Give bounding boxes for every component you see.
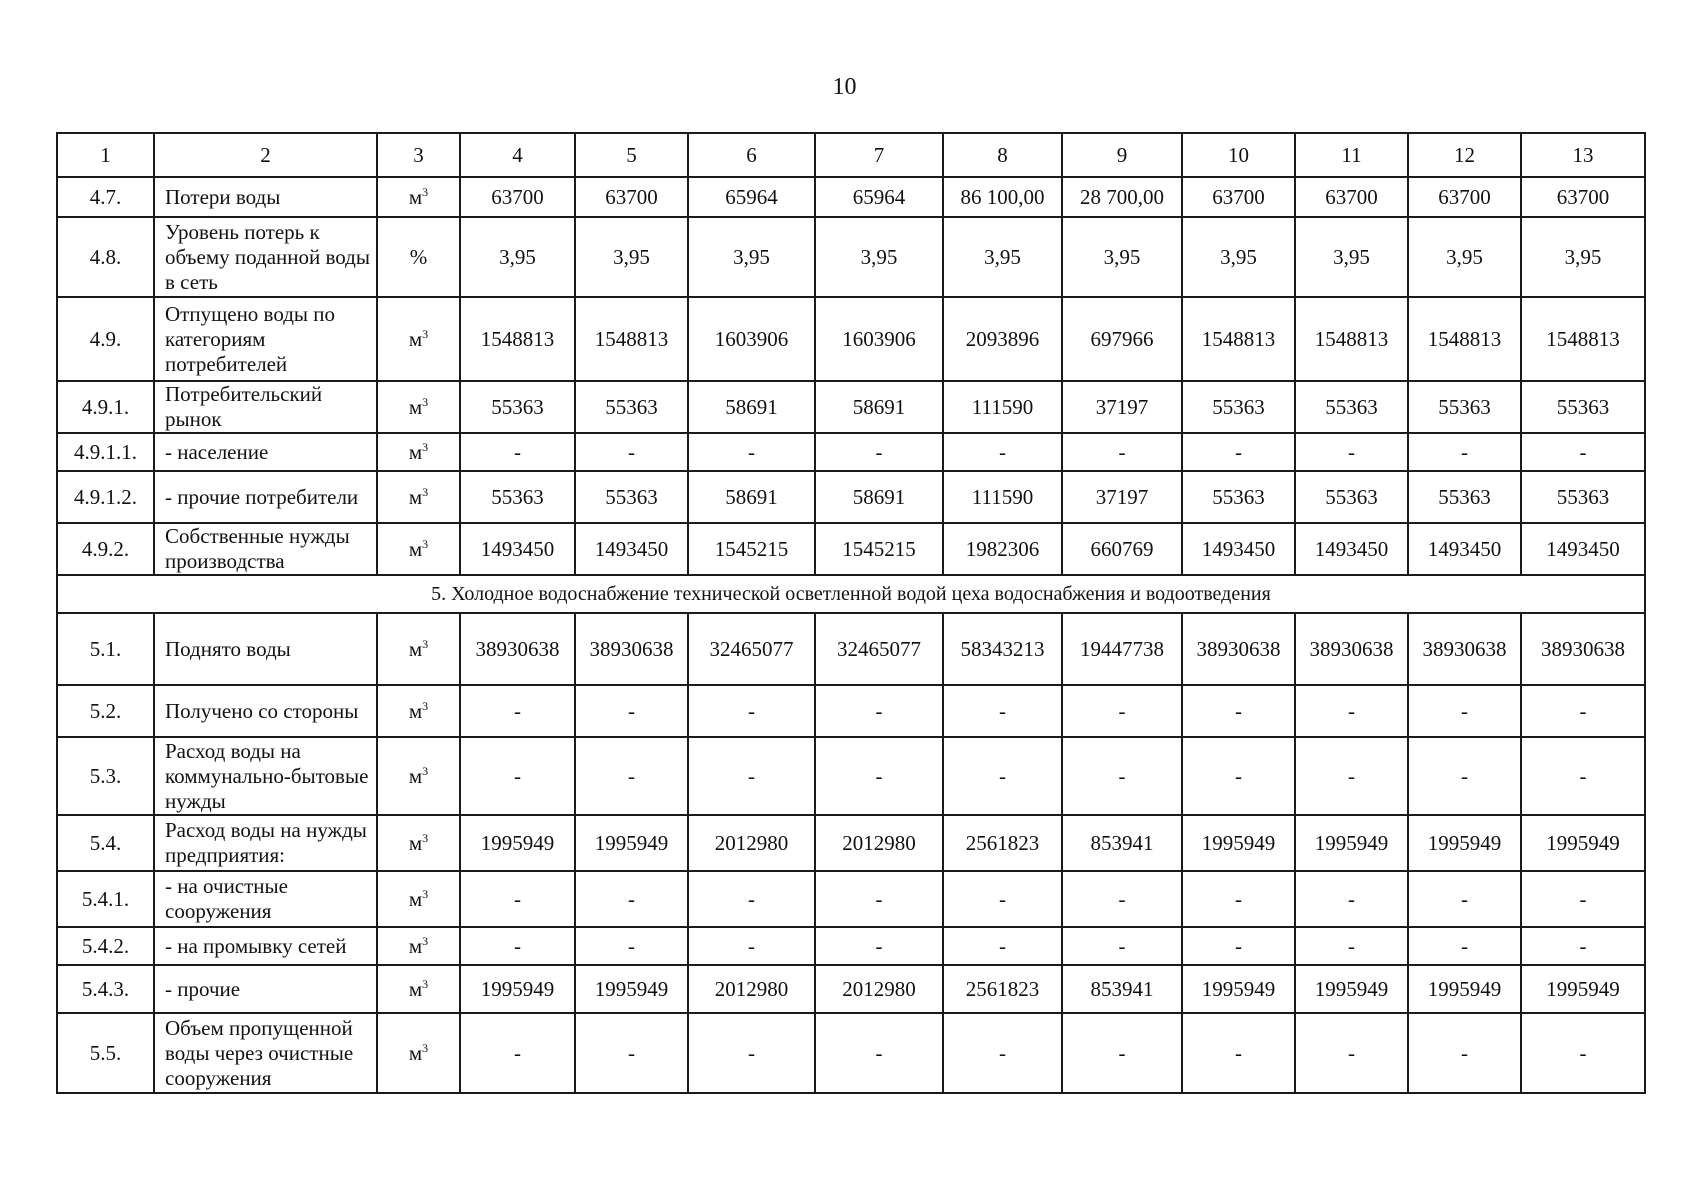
value-cell: 2012980 — [815, 965, 943, 1013]
value-cell: 853941 — [1062, 815, 1182, 871]
table-row — [57, 927, 1645, 965]
value-cell: - — [688, 737, 815, 815]
value-cell: 19447738 — [1062, 613, 1182, 685]
value-cell: 32465077 — [815, 613, 943, 685]
value-cell: - — [1295, 1013, 1408, 1093]
value-cell: - — [688, 927, 815, 965]
value-cell: - — [1295, 433, 1408, 471]
value-cell: 63700 — [1182, 177, 1295, 217]
value-cell: - — [1408, 737, 1521, 815]
value-cell: 1995949 — [575, 965, 688, 1013]
row-label: - прочие — [154, 965, 377, 1013]
value-cell: 55363 — [1521, 471, 1645, 523]
row-label: Поднято воды — [154, 613, 377, 685]
value-cell: 1995949 — [1182, 815, 1295, 871]
value-cell: - — [1408, 927, 1521, 965]
unit-text: м — [408, 830, 423, 855]
value-cell: 58691 — [815, 381, 943, 433]
value-cell: - — [815, 1013, 943, 1093]
value-cell: - — [575, 433, 688, 471]
value-cell: 1995949 — [1521, 815, 1645, 871]
value-cell: 1548813 — [1295, 297, 1408, 381]
value-cell: 1995949 — [1408, 815, 1521, 871]
value-cell: - — [1295, 737, 1408, 815]
value-cell: 55363 — [1408, 471, 1521, 523]
header-row — [57, 133, 1645, 177]
row-label: - на промывку сетей — [154, 927, 377, 965]
value-cell: 111590 — [943, 381, 1062, 433]
value-cell: - — [688, 1013, 815, 1093]
row-label: Потребительский рынок — [154, 381, 377, 433]
row-label: - прочие потребители — [154, 471, 377, 523]
value-cell: 1493450 — [1521, 523, 1645, 575]
value-cell: 3,95 — [815, 217, 943, 297]
row-number: 4.8. — [57, 217, 154, 297]
value-cell: - — [943, 1013, 1062, 1093]
value-cell: 1995949 — [575, 815, 688, 871]
value-cell: 37197 — [1062, 381, 1182, 433]
value-cell: 111590 — [943, 471, 1062, 523]
section-row — [57, 575, 1645, 613]
value-cell: - — [575, 1013, 688, 1093]
unit-text: м — [408, 184, 423, 209]
value-cell: - — [815, 433, 943, 471]
header-cell: 8 — [943, 133, 1062, 177]
row-number: 5.1. — [57, 613, 154, 685]
value-cell: 38930638 — [1408, 613, 1521, 685]
value-cell: 3,95 — [1521, 217, 1645, 297]
value-cell: 1982306 — [943, 523, 1062, 575]
value-cell: 1548813 — [460, 297, 575, 381]
value-cell: - — [815, 927, 943, 965]
value-cell: 1548813 — [575, 297, 688, 381]
value-cell: - — [1062, 1013, 1182, 1093]
value-cell: 37197 — [1062, 471, 1182, 523]
value-cell: 3,95 — [460, 217, 575, 297]
value-cell: - — [688, 871, 815, 927]
value-cell: 1995949 — [460, 815, 575, 871]
value-cell: - — [815, 737, 943, 815]
value-cell: 3,95 — [943, 217, 1062, 297]
value-cell: 2012980 — [815, 815, 943, 871]
value-cell: 1493450 — [1295, 523, 1408, 575]
row-number: 4.9. — [57, 297, 154, 381]
value-cell: - — [1521, 1013, 1645, 1093]
table-row — [57, 433, 1645, 471]
value-cell: 3,95 — [1408, 217, 1521, 297]
value-cell: 1995949 — [1182, 965, 1295, 1013]
value-cell: - — [1521, 927, 1645, 965]
value-cell: 1995949 — [1408, 965, 1521, 1013]
header-cell: 6 — [688, 133, 815, 177]
row-label: - на очистные сооружения — [154, 871, 377, 927]
value-cell: - — [575, 927, 688, 965]
unit-text: м — [408, 886, 423, 911]
value-cell: 1995949 — [1295, 965, 1408, 1013]
value-cell: 58343213 — [943, 613, 1062, 685]
unit-cell — [377, 685, 460, 737]
value-cell: 1603906 — [688, 297, 815, 381]
value-cell: - — [575, 685, 688, 737]
value-cell: 55363 — [1295, 471, 1408, 523]
value-cell: - — [815, 871, 943, 927]
value-cell: - — [1182, 927, 1295, 965]
unit-superscript: 3 — [422, 184, 429, 199]
value-cell: 32465077 — [688, 613, 815, 685]
table-row — [57, 871, 1645, 927]
value-cell: 2561823 — [943, 965, 1062, 1013]
value-cell: 55363 — [1408, 381, 1521, 433]
header-cell: 4 — [460, 133, 575, 177]
row-label: Отпущено воды по категориям потребителей — [154, 297, 377, 381]
unit-cell — [377, 297, 460, 381]
row-number: 5.4.1. — [57, 871, 154, 927]
value-cell: 38930638 — [460, 613, 575, 685]
value-cell: - — [688, 685, 815, 737]
header-cell: 12 — [1408, 133, 1521, 177]
row-number: 5.3. — [57, 737, 154, 815]
unit-cell — [377, 613, 460, 685]
value-cell: 55363 — [1295, 381, 1408, 433]
table-row — [57, 815, 1645, 871]
value-cell: - — [943, 927, 1062, 965]
unit-cell — [377, 177, 460, 217]
value-cell: - — [1062, 685, 1182, 737]
value-cell: 38930638 — [1521, 613, 1645, 685]
value-cell: 58691 — [688, 471, 815, 523]
value-cell: 63700 — [1295, 177, 1408, 217]
unit-text: м — [408, 484, 423, 509]
value-cell: 38930638 — [1295, 613, 1408, 685]
value-cell: 697966 — [1062, 297, 1182, 381]
header-cell: 3 — [377, 133, 460, 177]
unit-cell — [377, 871, 460, 927]
value-cell: - — [460, 685, 575, 737]
value-cell: 55363 — [1182, 471, 1295, 523]
table-row — [57, 965, 1645, 1013]
value-cell: - — [460, 871, 575, 927]
row-label: - население — [154, 433, 377, 471]
row-number: 5.5. — [57, 1013, 154, 1093]
value-cell: 1545215 — [815, 523, 943, 575]
unit-text: % — [409, 244, 428, 269]
unit-cell — [377, 927, 460, 965]
value-cell: - — [575, 871, 688, 927]
table-row — [57, 685, 1645, 737]
header-cell: 13 — [1521, 133, 1645, 177]
unit-superscript: 3 — [422, 1040, 429, 1055]
unit-superscript: 3 — [422, 484, 429, 499]
unit-text: м — [408, 933, 423, 958]
value-cell: 55363 — [1521, 381, 1645, 433]
value-cell: 3,95 — [688, 217, 815, 297]
value-cell: - — [1295, 871, 1408, 927]
unit-cell — [377, 737, 460, 815]
row-number: 4.9.1.1. — [57, 433, 154, 471]
value-cell: 1493450 — [575, 523, 688, 575]
table-row — [57, 613, 1645, 685]
value-cell: 1493450 — [1182, 523, 1295, 575]
value-cell: 38930638 — [575, 613, 688, 685]
unit-text: м — [408, 326, 423, 351]
value-cell: - — [1182, 737, 1295, 815]
unit-superscript: 3 — [422, 933, 429, 948]
value-cell: 38930638 — [1182, 613, 1295, 685]
value-cell: - — [1182, 685, 1295, 737]
value-cell: 63700 — [575, 177, 688, 217]
table-row — [57, 297, 1645, 381]
header-cell: 7 — [815, 133, 943, 177]
value-cell: 1995949 — [1521, 965, 1645, 1013]
value-cell: - — [1295, 927, 1408, 965]
value-cell: - — [460, 737, 575, 815]
unit-superscript: 3 — [422, 636, 429, 651]
value-cell: 1995949 — [1295, 815, 1408, 871]
value-cell: 660769 — [1062, 523, 1182, 575]
value-cell: 65964 — [815, 177, 943, 217]
row-number: 5.4.2. — [57, 927, 154, 965]
value-cell: - — [943, 871, 1062, 927]
row-label: Потери воды — [154, 177, 377, 217]
value-cell: - — [1521, 871, 1645, 927]
unit-superscript: 3 — [422, 976, 429, 991]
value-cell: - — [460, 433, 575, 471]
value-cell: 63700 — [460, 177, 575, 217]
header-cell: 9 — [1062, 133, 1182, 177]
value-cell: 55363 — [575, 381, 688, 433]
value-cell: - — [1182, 433, 1295, 471]
unit-superscript: 3 — [422, 763, 429, 778]
unit-text: м — [408, 394, 423, 419]
value-cell: 2012980 — [688, 815, 815, 871]
data-table — [56, 132, 1646, 1094]
unit-cell — [377, 965, 460, 1013]
value-cell: - — [1521, 737, 1645, 815]
value-cell: - — [1182, 871, 1295, 927]
header-cell: 10 — [1182, 133, 1295, 177]
row-number: 4.7. — [57, 177, 154, 217]
unit-text: м — [408, 1040, 423, 1065]
value-cell: 1545215 — [688, 523, 815, 575]
unit-superscript: 3 — [422, 326, 429, 341]
row-number: 5.4.3. — [57, 965, 154, 1013]
row-label: Объем пропущенной воды через очистные сооружения — [154, 1013, 377, 1093]
row-number: 5.2. — [57, 685, 154, 737]
value-cell: 853941 — [1062, 965, 1182, 1013]
unit-text: м — [408, 976, 423, 1001]
table-row — [57, 381, 1645, 433]
unit-superscript: 3 — [422, 536, 429, 551]
value-cell: 2012980 — [688, 965, 815, 1013]
header-cell: 2 — [154, 133, 377, 177]
value-cell: 58691 — [688, 381, 815, 433]
value-cell: 1995949 — [460, 965, 575, 1013]
table-row — [57, 1013, 1645, 1093]
unit-superscript: 3 — [422, 830, 429, 845]
value-cell: 58691 — [815, 471, 943, 523]
value-cell: 55363 — [460, 381, 575, 433]
value-cell: - — [1182, 1013, 1295, 1093]
section-title: 5. Холодное водоснабжение технической осветленной водой цеха водоснабжения и водоотведения — [57, 575, 1645, 613]
value-cell: - — [1408, 685, 1521, 737]
table-row — [57, 523, 1645, 575]
value-cell: - — [1062, 737, 1182, 815]
row-label: Собственные нужды производства — [154, 523, 377, 575]
row-label: Расход воды на нужды предприятия: — [154, 815, 377, 871]
value-cell: - — [1295, 685, 1408, 737]
row-label: Уровень потерь к объему поданной воды в сеть — [154, 217, 377, 297]
row-label: Получено со стороны — [154, 685, 377, 737]
row-number: 4.9.1.2. — [57, 471, 154, 523]
value-cell: - — [688, 433, 815, 471]
value-cell: - — [1521, 685, 1645, 737]
unit-text: м — [408, 536, 423, 561]
value-cell: 55363 — [575, 471, 688, 523]
value-cell: 63700 — [1521, 177, 1645, 217]
value-cell: - — [943, 433, 1062, 471]
value-cell: 2093896 — [943, 297, 1062, 381]
page-number: 10 — [832, 74, 857, 100]
value-cell: 3,95 — [575, 217, 688, 297]
value-cell: - — [815, 685, 943, 737]
value-cell: 28 700,00 — [1062, 177, 1182, 217]
table-body — [57, 133, 1645, 1093]
value-cell: - — [943, 685, 1062, 737]
value-cell: 1493450 — [460, 523, 575, 575]
unit-superscript: 3 — [422, 439, 429, 454]
value-cell: 63700 — [1408, 177, 1521, 217]
unit-cell — [377, 815, 460, 871]
value-cell: - — [1408, 1013, 1521, 1093]
value-cell: 1493450 — [1408, 523, 1521, 575]
unit-cell — [377, 1013, 460, 1093]
value-cell: - — [575, 737, 688, 815]
unit-cell — [377, 381, 460, 433]
unit-cell — [377, 433, 460, 471]
unit-superscript: 3 — [422, 698, 429, 713]
value-cell: - — [1408, 871, 1521, 927]
table-row — [57, 217, 1645, 297]
row-number: 5.4. — [57, 815, 154, 871]
value-cell: 2561823 — [943, 815, 1062, 871]
header-cell: 5 — [575, 133, 688, 177]
value-cell: - — [1521, 433, 1645, 471]
value-cell: 3,95 — [1062, 217, 1182, 297]
value-cell: - — [460, 927, 575, 965]
unit-text: м — [408, 698, 423, 723]
value-cell: 1603906 — [815, 297, 943, 381]
value-cell: 86 100,00 — [943, 177, 1062, 217]
unit-cell — [377, 471, 460, 523]
table-row — [57, 737, 1645, 815]
value-cell: 3,95 — [1295, 217, 1408, 297]
row-number: 4.9.1. — [57, 381, 154, 433]
unit-cell — [377, 217, 460, 297]
value-cell: 1548813 — [1521, 297, 1645, 381]
unit-text: м — [408, 439, 423, 464]
value-cell: 1548813 — [1408, 297, 1521, 381]
header-cell: 1 — [57, 133, 154, 177]
unit-superscript: 3 — [422, 394, 429, 409]
value-cell: - — [1062, 927, 1182, 965]
unit-cell — [377, 523, 460, 575]
unit-text: м — [408, 763, 423, 788]
value-cell: - — [460, 1013, 575, 1093]
value-cell: 55363 — [1182, 381, 1295, 433]
value-cell: - — [1062, 433, 1182, 471]
value-cell: 3,95 — [1182, 217, 1295, 297]
value-cell: - — [1062, 871, 1182, 927]
unit-superscript: 3 — [422, 886, 429, 901]
row-number: 4.9.2. — [57, 523, 154, 575]
value-cell: - — [943, 737, 1062, 815]
unit-text: м — [408, 636, 423, 661]
value-cell: - — [1408, 433, 1521, 471]
table-row — [57, 177, 1645, 217]
value-cell: 65964 — [688, 177, 815, 217]
header-cell: 11 — [1295, 133, 1408, 177]
value-cell: 1548813 — [1182, 297, 1295, 381]
value-cell: 55363 — [460, 471, 575, 523]
row-label: Расход воды на коммунально-бытовые нужды — [154, 737, 377, 815]
table-row — [57, 471, 1645, 523]
